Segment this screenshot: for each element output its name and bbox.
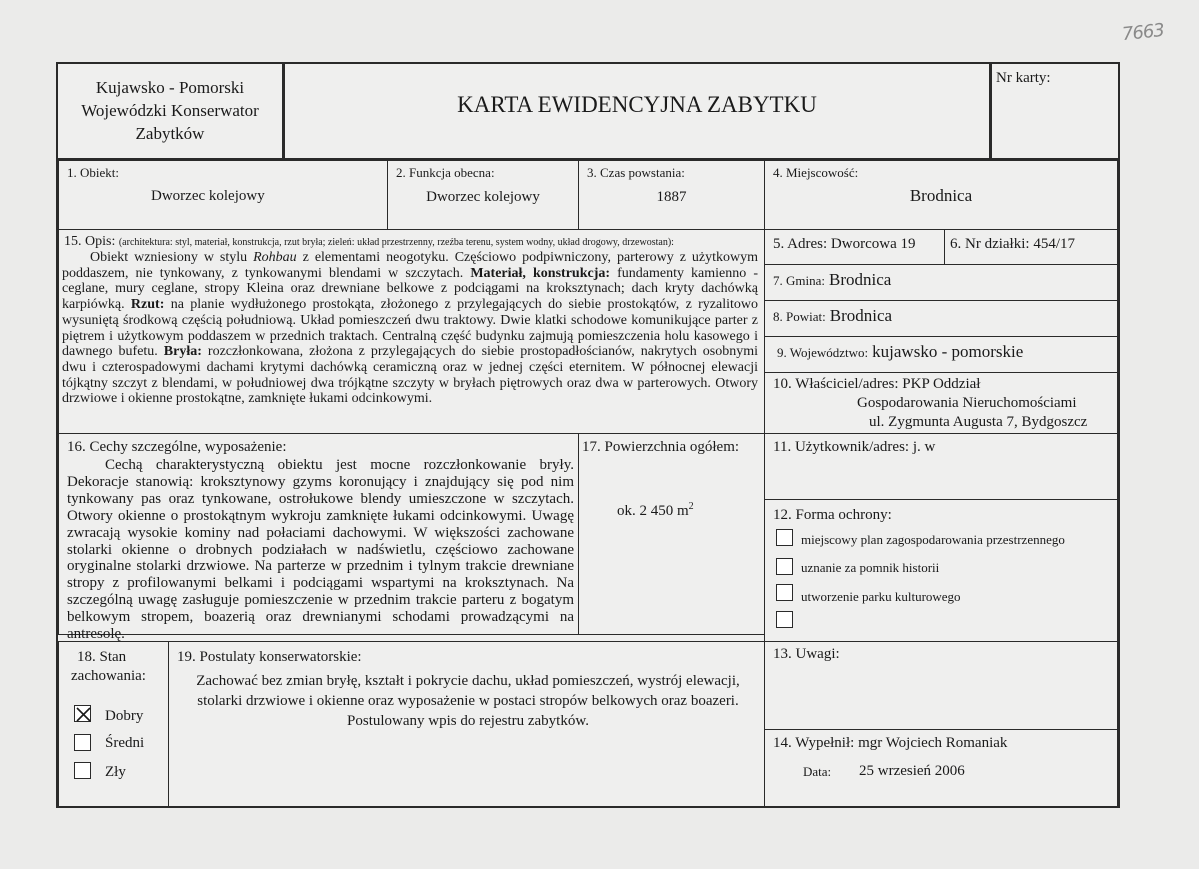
institution-line-1: Kujawsko - Pomorski (95, 78, 245, 97)
field-15-hint: (architektura: styl, materiał, konstrukcja, rzut bryła; zieleń: układ przestrzenny, rzeźba terenu, system wodny, układ drogowy, drzewostan): (118, 237, 674, 248)
field-3-label: 3. Czas powstania: (587, 165, 685, 180)
field-14-label: 14. Wypełnił: (773, 735, 855, 751)
field-8-powiat (764, 300, 1118, 337)
field-10-label: 10. Właściciel/adres: (773, 376, 899, 392)
field-17-powierzchnia (578, 433, 765, 635)
field-9-line (777, 342, 1023, 362)
field-11-line (773, 439, 935, 456)
field-16-label: 16. Cechy szczególne, wyposażenie: (67, 439, 287, 455)
institution-line-2: Wojewódzki Konserwator (81, 101, 259, 120)
field-13-uwagi (764, 641, 1118, 730)
field-14-date-label: Data: (803, 764, 832, 779)
field-12-forma-ochrony (764, 499, 1118, 642)
field-1-obiekt (58, 160, 388, 230)
field-10-line-2: Gospodarowania Nieruchomościami (857, 395, 1077, 411)
field-13-label: 13. Uwagi: (773, 646, 840, 662)
field-17-unit-sup: 2 (688, 501, 694, 512)
condition-checkbox-bad[interactable] (74, 762, 91, 779)
field-19-postulaty (168, 641, 765, 807)
condition-option-medium: Średni (105, 735, 145, 751)
institution-line-3: Zabytków (135, 124, 205, 143)
handwritten-card-number: 7663 (1121, 19, 1165, 46)
institution-box (56, 62, 284, 162)
protection-checkbox-park[interactable] (776, 584, 793, 601)
field-2-label: 2. Funkcja obecna: (396, 165, 495, 180)
protection-checkbox-pomnik[interactable] (776, 558, 793, 575)
field-11-value: j. w (912, 439, 936, 455)
field-10-wlasciciel (764, 372, 1118, 434)
field-3-czas (578, 160, 765, 230)
field-5-adres (764, 229, 945, 265)
field-9-value: kujawsko - pomorskie (872, 342, 1024, 361)
field-10-line-1 (773, 376, 980, 393)
field-19-text: Zachować bez zmian bryłę, kształt i pokrycie dachu, układ pomieszczeń, wystrój elewacji, stolarki drzwiowe i okienne oraz wyposażenie w postaci stropów belkowych oraz boazeri. Postulowany wpis do rejestru zabytków. (196, 673, 740, 729)
field-15-label: 15. Opis: (64, 234, 116, 249)
field-3-value: 1887 (656, 189, 687, 205)
card-number-box (990, 62, 1120, 162)
field-12-label: 12. Forma ochrony: (773, 507, 892, 523)
field-5-line (773, 236, 915, 253)
condition-option-good: Dobry (105, 708, 144, 724)
field-15-opis (58, 229, 765, 434)
field-6-nr-dzialki (944, 229, 1118, 265)
condition-checkbox-medium[interactable] (74, 734, 91, 751)
field-4-value: Brodnica (909, 186, 973, 205)
field-4-label: 4. Miejscowość: (773, 165, 859, 180)
field-8-label: 8. Powiat: (773, 309, 826, 324)
protection-checkbox-blank[interactable] (776, 611, 793, 628)
field-18-label-line-1: 18. Stan (77, 649, 127, 665)
field-6-label: 6. Nr działki: (950, 236, 1030, 252)
card-number-label: Nr karty: (996, 70, 1051, 86)
field-16-cechy (58, 433, 579, 643)
field-11-uzytkownik (764, 433, 1118, 500)
field-5-value: Dworcowa 19 (830, 236, 916, 252)
field-8-value: Brodnica (829, 306, 893, 325)
field-18-label-line-2: zachowania: (71, 668, 146, 684)
field-15-label-line (64, 234, 674, 250)
field-17-value: ok. 2 450 m (617, 503, 689, 519)
field-2-funkcja (387, 160, 579, 230)
field-6-value: 454/17 (1033, 236, 1075, 252)
field-19-label: 19. Postulaty konserwatorskie: (177, 649, 362, 665)
field-14-line (773, 735, 1007, 752)
field-1-label: 1. Obiekt: (67, 165, 119, 180)
protection-option-pomnik: uznanie za pomnik historii (801, 560, 940, 575)
condition-option-bad: Zły (105, 764, 126, 780)
protection-option-park: utworzenie parku kulturowego (801, 589, 961, 604)
field-4-miejscowosc (764, 160, 1118, 230)
protection-option-plan: miejscowy plan zagospodarowania przestrzennego (801, 532, 1065, 547)
field-10-line-3: ul. Zygmunta Augusta 7, Bydgoszcz (869, 414, 1088, 430)
field-14-date-value: 25 wrzesień 2006 (859, 763, 965, 779)
field-7-line (773, 270, 891, 290)
field-14-wypelnil (764, 729, 1118, 807)
protection-checkbox-plan[interactable] (776, 529, 793, 546)
field-5-label: 5. Adres: (773, 236, 828, 252)
field-8-line (773, 306, 892, 326)
field-11-label: 11. Użytkownik/adres: (773, 439, 910, 455)
field-17-value-line (617, 501, 694, 520)
field-17-label: 17. Powierzchnia ogółem: (582, 439, 740, 455)
field-14-value: mgr Wojciech Romaniak (858, 735, 1008, 751)
field-7-value: Brodnica (829, 270, 892, 289)
checked-mark-icon (75, 706, 92, 723)
page-title: KARTA EWIDENCYJNA ZABYTKU (457, 92, 817, 117)
field-2-value: Dworzec kolejowy (426, 189, 540, 205)
field-7-gmina (764, 264, 1118, 301)
condition-checkbox-good[interactable] (74, 705, 91, 722)
field-7-label: 7. Gmina: (773, 273, 825, 288)
field-16-text: Cechą charakterystyczną obiektu jest mocne rozczłonkowanie bryły. Dekoracje stanowią: kroksztynowy gzyms koronujący i znajdujący się pod nim tynkowany pas oraz tynkowane, ostrołukowe blendy umieszczone w szczytach. Otwory okienne o prostokątnym wykroju zamknięte łukami odcinkowymi. Uwagę zwracają wysokie kominy nad połaciami dachowymi. W większości zachowane stolarki okienne o drobnych podziałach w nadświetlu, częściowo zachowane oryginalne stolarki drzwiowe. Na parterze w przednim i tylnym trakcie drewniane stropy z profilowanymi belkami i podciągami wspartymi na kroksztynach. Na szczególną uwagę zasługuje pomieszczenie w przednim trakcie parteru z bogatym belkowym stropem, boazerią oraz drewnianymi schodami prowadzącymi na antresolę. (67, 457, 574, 643)
field-15-text: Obiekt wzniesiony w stylu Rohbau z elementami neogotyku. Częściowo podpiwniczony, parterowy z użytkowym poddaszem, nie tynkowany, z tynkowanymi blendami w szczytach. Materiał, konstrukcja: fundamenty kamienno - ceglane, mury ceglane, stropy Kleina oraz drewniane belkowe z podciągami na kroksztynach; dach kryty dachówką karpiówką. Rzut: na planie wydłużonego prostokąta, złożonego z przylegających do siebie prostokątów, z ryzalitowo wysuniętą środkową częścią południową. Układ pomieszczeń dwu traktowy. Dwie klatki schodowe komunikujące parter z piętrem i użytkowym poddaszem w przednich traktach. Centralną część budynku zajmują pomieszczenia holu kasowego i dawnego bufetu. Bryła: rozczłonkowana, złożona z przylegających do siebie prostopadłościanów, nakrytych osobnymi dwu i czterospadowymi dachami krytymi dachówką ceramiczną oraz w jednej części eternitem. W północnej elewacji tójkątny szczyt z blendami, w południowej dwa trójkątne szczyty w bryłach piętrowych oraz dwa w parterowych. Otwory drzwiowe i okienne prostokątne, zamknięte łukami odcinkowymi. (62, 250, 758, 407)
field-9-label: 9. Województwo: (777, 345, 869, 360)
field-6-line (950, 236, 1075, 253)
field-9-wojewodztwo (764, 336, 1118, 373)
field-10-owner: PKP Oddział (902, 376, 981, 392)
field-18-stan-zachowania (58, 641, 169, 807)
field-1-value: Dworzec kolejowy (151, 188, 265, 204)
title-box (283, 62, 991, 162)
